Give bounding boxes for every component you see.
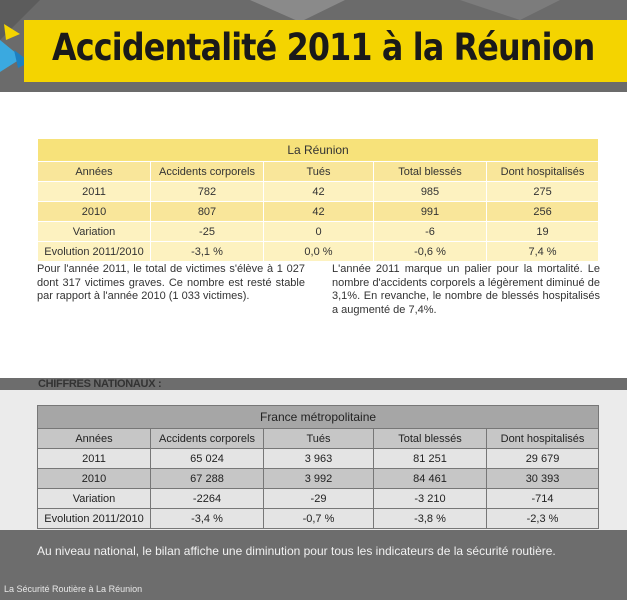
table-cell: -3,1 % <box>151 242 264 262</box>
column-header: Tués <box>264 429 374 449</box>
national-table-caption-row <box>38 406 599 429</box>
national-table-header-row <box>38 429 599 449</box>
reunion-table-caption: La Réunion <box>38 139 599 162</box>
table-cell: 3 963 <box>264 449 374 469</box>
table-row <box>38 509 599 529</box>
table-cell: 67 288 <box>151 469 264 489</box>
column-header: Tués <box>264 162 374 182</box>
table-cell: -714 <box>487 489 599 509</box>
table-cell: -2264 <box>151 489 264 509</box>
table-cell: 2011 <box>38 182 151 202</box>
table-cell: 30 393 <box>487 469 599 489</box>
table-cell: 256 <box>487 202 599 222</box>
table-cell: 0,0 % <box>264 242 374 262</box>
national-statistics-table <box>37 405 599 529</box>
table-row <box>38 202 599 222</box>
reunion-statistics-table <box>37 138 599 262</box>
table-cell: 29 679 <box>487 449 599 469</box>
national-table-caption: France métropolitaine <box>38 406 599 429</box>
column-header: Accidents corporels <box>151 162 264 182</box>
column-header: Années <box>38 429 151 449</box>
table-cell: Variation <box>38 222 151 242</box>
column-header: Années <box>38 162 151 182</box>
table-cell: 84 461 <box>374 469 487 489</box>
table-cell: 2011 <box>38 449 151 469</box>
table-cell: 2010 <box>38 202 151 222</box>
table-cell: -3,8 % <box>374 509 487 529</box>
table-cell: 65 024 <box>151 449 264 469</box>
table-cell: 275 <box>487 182 599 202</box>
table-row <box>38 449 599 469</box>
table-cell: 991 <box>374 202 487 222</box>
table-cell: Evolution 2011/2010 <box>38 509 151 529</box>
table-cell: 807 <box>151 202 264 222</box>
national-section-label: CHIFFRES NATIONAUX : <box>38 378 162 390</box>
table-cell: 3 992 <box>264 469 374 489</box>
reunion-summary-left: Pour l'année 2011, le total de victimes s'élève à 1 027 dont 317 victimes graves. Ce nombre est resté stable par rapport à l'année 2010 (1 033 victimes). <box>37 263 305 302</box>
table-cell: 19 <box>487 222 599 242</box>
table-cell: 81 251 <box>374 449 487 469</box>
table-cell: Variation <box>38 489 151 509</box>
table-cell: -0,6 % <box>374 242 487 262</box>
table-cell: -3 210 <box>374 489 487 509</box>
table-cell: 985 <box>374 182 487 202</box>
table-row <box>38 182 599 202</box>
table-cell: 42 <box>264 202 374 222</box>
reunion-table-caption-row <box>38 139 599 162</box>
table-cell: -6 <box>374 222 487 242</box>
table-cell: 0 <box>264 222 374 242</box>
table-cell: -2,3 % <box>487 509 599 529</box>
table-cell: Evolution 2011/2010 <box>38 242 151 262</box>
table-row <box>38 489 599 509</box>
table-cell: -0,7 % <box>264 509 374 529</box>
reunion-summary-right: L'année 2011 marque un palier pour la mortalité. Le nombre d'accidents corporels a légèrement diminué de 3,1%. En revanche, le nombre de blessés hospitalisés a augmenté de 7,4%. <box>332 263 600 316</box>
table-cell: 782 <box>151 182 264 202</box>
table-row <box>38 469 599 489</box>
column-header: Dont hospitalisés <box>487 429 599 449</box>
national-summary: Au niveau national, le bilan affiche une diminution pour tous les indicateurs de la sécurité routière. <box>37 544 556 558</box>
column-header: Total blessés <box>374 429 487 449</box>
table-cell: 2010 <box>38 469 151 489</box>
column-header: Dont hospitalisés <box>487 162 599 182</box>
table-row <box>38 242 599 262</box>
table-cell: 7,4 % <box>487 242 599 262</box>
page-title: Accidentalité 2011 à la Réunion <box>52 26 595 69</box>
table-cell: 42 <box>264 182 374 202</box>
column-header: Accidents corporels <box>151 429 264 449</box>
table-row <box>38 222 599 242</box>
table-cell: -3,4 % <box>151 509 264 529</box>
column-header: Total blessés <box>374 162 487 182</box>
table-cell: -25 <box>151 222 264 242</box>
reunion-table-header-row <box>38 162 599 182</box>
table-cell: -29 <box>264 489 374 509</box>
page-footer: La Sécurité Routière à La Réunion <box>4 584 143 594</box>
